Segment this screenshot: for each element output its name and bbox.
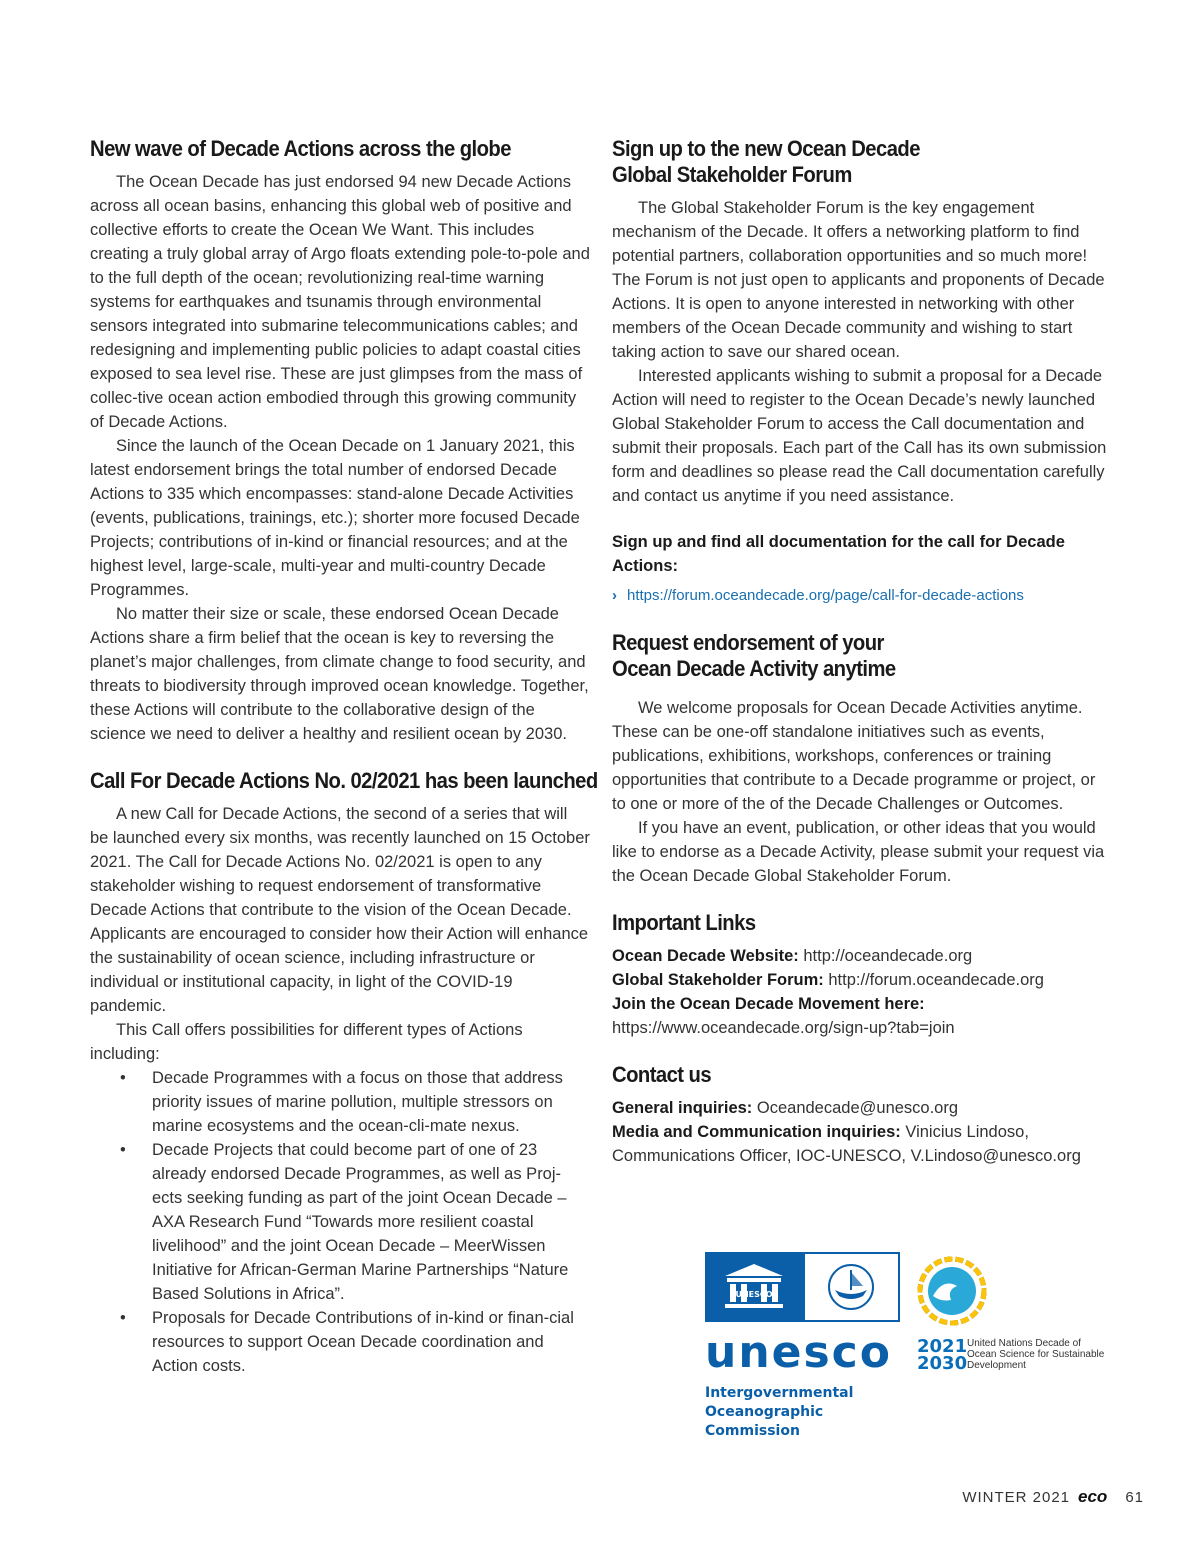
call-link-row	[612, 584, 1112, 608]
website-link[interactable]: http://oceandecade.org	[803, 947, 973, 965]
unesco-wordmark: unesco	[705, 1327, 892, 1378]
paragraph: The Ocean Decade has just endorsed 94 new Decade Actions across all ocean basins, enhancing this global web of positive and collective efforts to create the Ocean We Want. This includes creating a truly global array of Argo floats extending pole-to-pole and to the full depth of the ocean; revolutionizing real-time warning systems for earthquakes and tsunamis through environmental sensors integrated into submarine telecommunications cables; and redesigning and implementing public policies to adapt coastal cities exposed to sea level rise. These are just glimpses from the mass of collec-tive ocean action embodied through this growing community of Decade Actions.	[90, 173, 590, 431]
ocean-decade-wave-icon	[917, 1256, 987, 1326]
partner-logos	[705, 1252, 1105, 1442]
ioc-seal	[803, 1252, 900, 1322]
paragraph: This Call offers possibilities for different types of Actions including:	[90, 1021, 523, 1063]
list-item: • Decade Projects that could become part of one of 23 already endorsed Decade Programmes, as well as Proj-ects seeking funding as part of the joint Ocean Decade – AXA Research Fund “Towards more resilient coastal livelihood” and the joint Ocean Decade – MeerWissen Initiative for African-German Marine Partnerships “Nature Based Solutions in Africa”.	[90, 1138, 590, 1306]
media-contact: Vinicius Lindoso, Communications Officer, IOC-UNESCO, V.Lindoso@unesco.org	[612, 1123, 1081, 1165]
link-line-website: Ocean Decade Website: http://oceandecade.org	[612, 947, 973, 965]
unesco-logo-box	[705, 1252, 900, 1322]
join-link[interactable]: https://www.oceandecade.org/sign-up?tab=join	[612, 1019, 955, 1037]
contact-general: General inquiries: Oceandecade@unesco.org	[612, 1099, 959, 1117]
action-types-list	[90, 1066, 590, 1378]
bullet-icon: •	[120, 1141, 126, 1159]
issue-season: WINTER 2021	[962, 1489, 1071, 1506]
chevron-right-icon: ›	[612, 587, 617, 604]
unesco-temple-icon	[719, 1260, 789, 1314]
heading-contact: Contact us	[612, 1062, 712, 1087]
unesco-small-label: UNESCO	[735, 1290, 773, 1299]
heading-new-wave: New wave of Decade Actions across the globe	[90, 136, 511, 161]
eco-logo: eco	[1078, 1487, 1108, 1506]
call-documentation-link[interactable]: https://forum.oceandecade.org/page/call-for-decade-actions	[627, 587, 1024, 604]
bullet-icon: •	[120, 1069, 126, 1087]
bullet-icon: •	[120, 1309, 126, 1327]
paragraph: Interested applicants wishing to submit a proposal for a Decade Action will need to register to the Ocean Decade’s newly launched Global Stakeholder Forum to access the Call documentation and submit their proposals. Each part of the Call has its own submission form and deadlines so please read the Call documentation carefully and contact us anytime if you need assistance.	[612, 367, 1107, 505]
signup-label: Sign up and find all documentation for the call for Decade Actions:	[612, 533, 1065, 575]
list-item: • Decade Programmes with a focus on those that address priority issues of marine pollution, multiple stressors on marine ecosystems and the ocean-cli-mate nexus.	[90, 1066, 590, 1138]
decade-years: 2021 2030	[917, 1336, 968, 1374]
heading-sign-up: Sign up to the new Ocean Decade Global Stakeholder Forum	[612, 136, 920, 187]
ship-seal-icon	[805, 1254, 898, 1320]
decade-name: United Nations Decade of Ocean Science for Sustainable Development	[967, 1338, 1105, 1371]
paragraph: The Global Stakeholder Forum is the key engagement mechanism of the Decade. It offers a networking platform to find potential partners, collaboration opportunities and so much more! The Forum is not just open to applicants and proponents of Decade Actions. It is open to anyone interested in networking with other members of the Ocean Decade community and wishing to start taking action to save our shared ocean.	[612, 199, 1105, 361]
link-line-join: Join the Ocean Decade Movement here: https://www.oceandecade.org/sign-up?tab=join	[612, 995, 955, 1037]
link-line-forum: Global Stakeholder Forum: http://forum.oceandecade.org	[612, 971, 1044, 989]
contact-media: Media and Communication inquiries: Vinicius Lindoso, Communications Officer, IOC-UNESCO, V.Lindoso@unesco.org	[612, 1123, 1081, 1165]
paragraph: If you have an event, publication, or other ideas that you would like to endorse as a Decade Activity, please submit your request via the Ocean Decade Global Stakeholder Forum.	[612, 819, 1105, 885]
ioc-name: Intergovernmental Oceanographic Commission	[705, 1385, 854, 1439]
heading-important-links: Important Links	[612, 910, 756, 935]
page-footer	[962, 1487, 1144, 1507]
right-column	[612, 136, 1112, 1168]
list-item: • Proposals for Decade Contributions of in-kind or finan-cial resources to support Ocean Decade coordination and Action costs.	[90, 1306, 590, 1378]
paragraph: No matter their size or scale, these endorsed Ocean Decade Actions share a firm belief that the ocean is key to reversing the planet’s major challenges, from climate change to food security, and threats to biodiversity through improved ocean knowledge. Together, these Actions will contribute to the collaborative design of the science we need to deliver a healthy and resilient ocean by 2030.	[90, 605, 589, 743]
paragraph: A new Call for Decade Actions, the second of a series that will be launched every six months, was recently launched on 15 October 2021. The Call for Decade Actions No. 02/2021 is open to any stakeholder wishing to request endorsement of transformative Decade Actions that contribute to the vision of the Ocean Decade. Applicants are encouraged to consider how their Action will enhance the sustainability of ocean science, including infrastructure or individual or institutional capacity, in light of the COVID-19 pandemic.	[90, 805, 590, 1015]
heading-call-for-actions: Call For Decade Actions No. 02/2021 has been launched	[90, 768, 598, 793]
page-number: 61	[1125, 1489, 1144, 1506]
paragraph: Since the launch of the Ocean Decade on 1 January 2021, this latest endorsement brings the total number of endorsed Decade Actions to 335 which encompasses: stand-alone Decade Activities (events, publications, trainings, etc.); shorter more focused Decade Projects; contributions of in-kind or financial resources; and at the highest level, large-scale, multi-year and multi-country Decade Programmes.	[90, 437, 580, 599]
left-column	[90, 136, 598, 1378]
paragraph: We welcome proposals for Ocean Decade Activities anytime. These can be one-off standalone initiatives such as events, publications, exhibitions, workshops, conferences or training opportunities that contribute to a Decade programme or project, or to one or more of the of the Decade Challenges or Outcomes.	[612, 699, 1096, 813]
heading-request-endorsement: Request endorsement of your Ocean Decade Activity anytime	[612, 630, 896, 681]
forum-link[interactable]: http://forum.oceandecade.org	[828, 971, 1044, 989]
general-email[interactable]: Oceandecade@unesco.org	[756, 1099, 959, 1117]
